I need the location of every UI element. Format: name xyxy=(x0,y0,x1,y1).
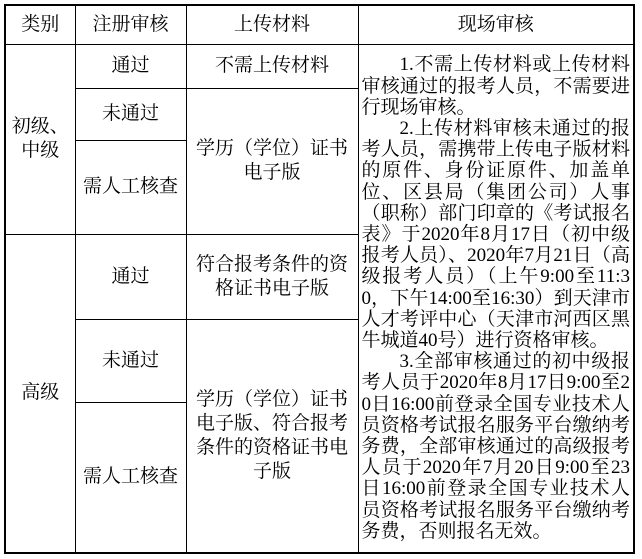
cell-category-senior: 高级 xyxy=(5,234,75,553)
cell-senior-register-pass: 通过 xyxy=(75,234,186,319)
cell-senior-register-manual: 需人工核查 xyxy=(75,402,186,553)
cell-onsite-review-notice xyxy=(358,44,634,553)
header-upload-materials: 上传材料 xyxy=(186,5,358,44)
cell-senior-upload-pass: 符合报考条件的资格证书电子版 xyxy=(186,234,358,319)
header-onsite-review: 现场审核 xyxy=(358,5,634,44)
table-header-row xyxy=(5,5,634,44)
cell-senior-upload-other: 学历（学位）证书电子版、符合报考条件的资格证书电子版 xyxy=(186,319,358,553)
cell-junior-register-pass: 通过 xyxy=(75,44,186,88)
onsite-paragraph-2: 2.上传材料审核未通过的报考人员，需携带上传电子版材料的原件、身份证原件、加盖单位、区县局（集团公司）人事（职称）部门印章的《考试报名表》于2020年8月17日（初中级报考人员）、2020年7月21日（高级报考人员）（上午9:00至11:30，下午14:00至16:30）到天津市人才考评中心（天津市河西区黑牛城道40号）进行资格审核。 xyxy=(361,118,630,352)
cell-junior-register-manual: 需人工核查 xyxy=(75,140,186,234)
cell-junior-upload-other: 学历（学位）证书电子版 xyxy=(186,88,358,234)
cell-senior-register-fail: 未通过 xyxy=(75,319,186,402)
table-row xyxy=(5,44,634,88)
exam-review-table xyxy=(4,4,635,554)
onsite-paragraph-3: 3.全部审核通过的初中级报考人员于2020年8月17日9:00至20日16:00前登录全国专业技术人员资格考试报名服务平台缴纳考务费，全部审核通过的高级报考人员于2020年7月20日9:00至23日16:00前登录全国专业技术人员资格考试报名服务平台缴纳考务费，否则报名无效。 xyxy=(361,351,630,542)
header-category: 类别 xyxy=(5,5,75,44)
cell-junior-upload-pass: 不需上传材料 xyxy=(186,44,358,88)
onsite-paragraph-1: 1.不需上传材料或上传材料审核通过的报考人员，不需要进行现场审核。 xyxy=(361,54,630,118)
cell-category-junior-mid: 初级、中级 xyxy=(5,44,75,234)
header-register-review: 注册审核 xyxy=(75,5,186,44)
cell-junior-register-fail: 未通过 xyxy=(75,88,186,140)
